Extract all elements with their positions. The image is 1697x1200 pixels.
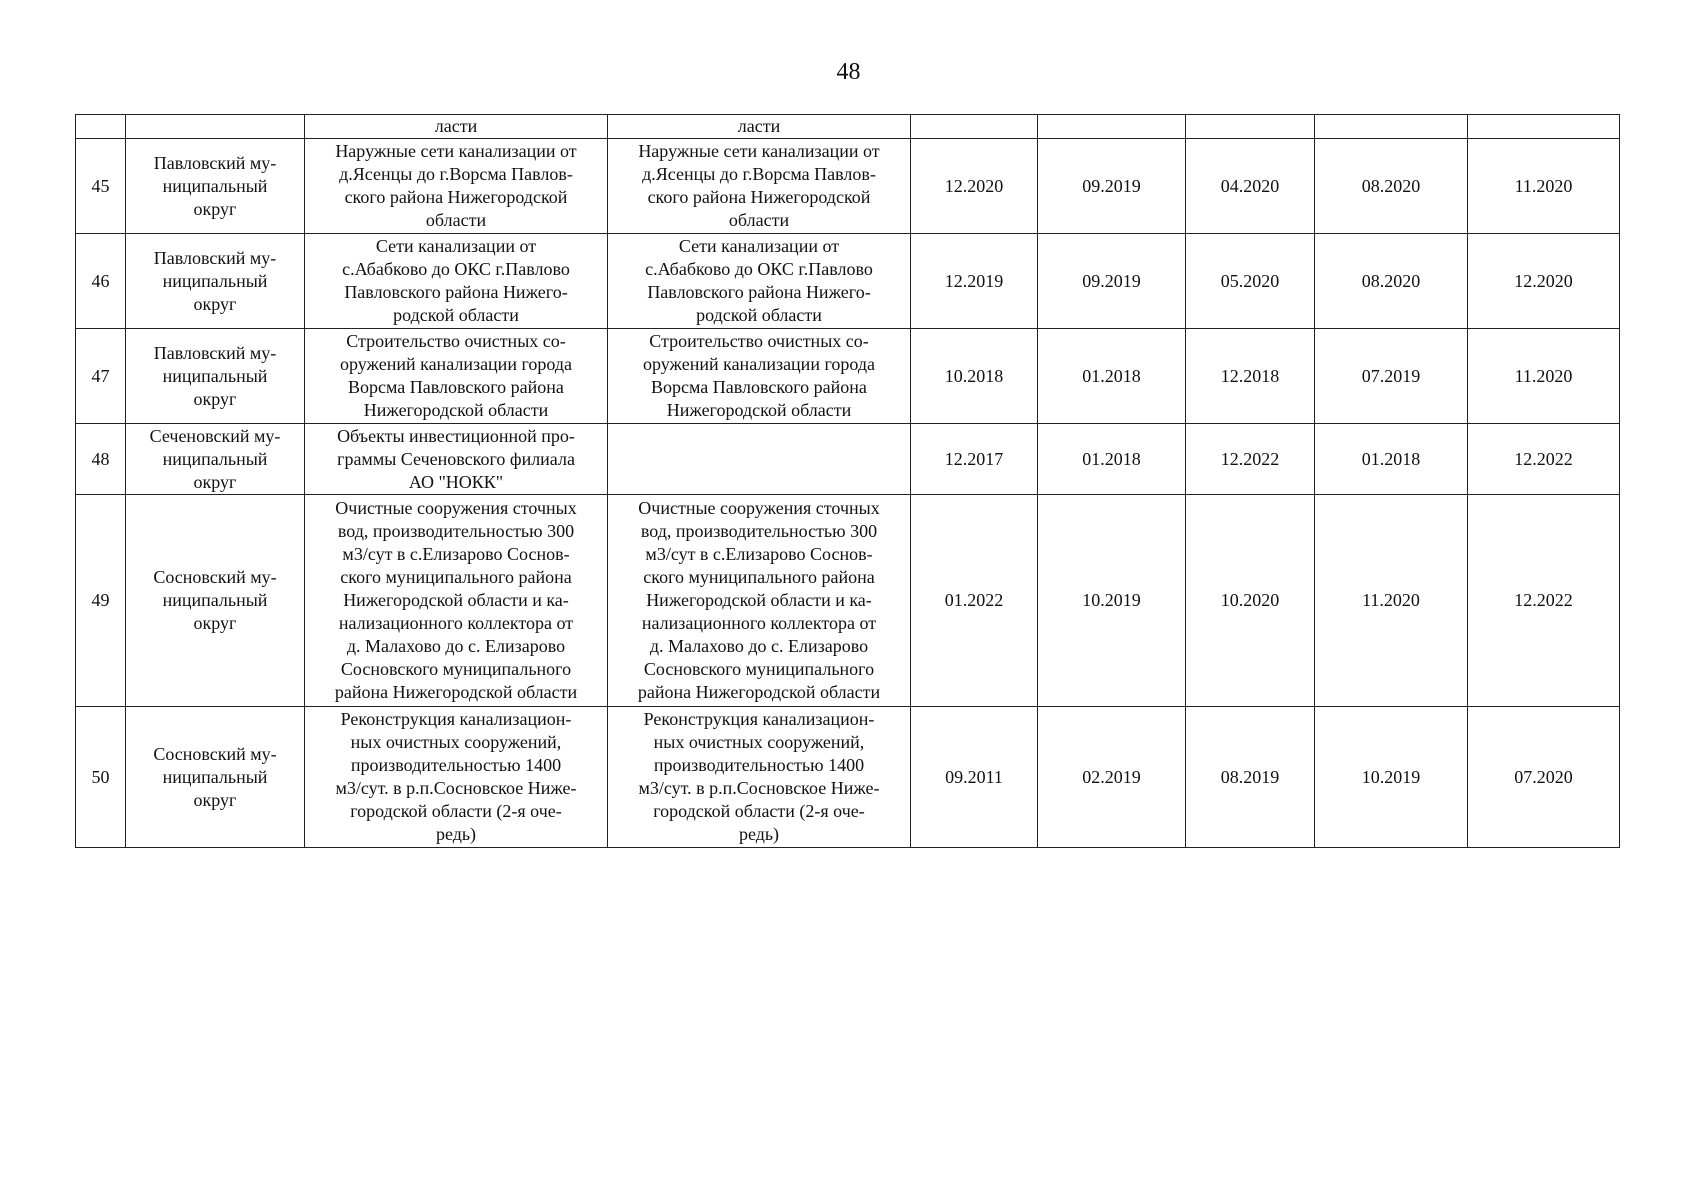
cell-date-5: 12.2022 (1468, 424, 1620, 495)
cell-no: 45 (76, 139, 126, 234)
cell-object: Реконструкция канализацион- ных очистных сооружений, производительностью 1400 м3/сут. в р.п.Сосновское Ниже- городской области (2-я оче- редь) (305, 707, 608, 848)
cell-date-2: 10.2019 (1038, 495, 1186, 707)
cell-date-1: 12.2020 (911, 139, 1038, 234)
cell-date-5: 11.2020 (1468, 139, 1620, 234)
cell-date-5 (1468, 115, 1620, 139)
cell-date-4: 07.2019 (1315, 329, 1468, 424)
cell-date-3: 04.2020 (1186, 139, 1315, 234)
cell-date-4: 08.2020 (1315, 234, 1468, 329)
cell-object-2: ласти (608, 115, 911, 139)
cell-no: 47 (76, 329, 126, 424)
cell-date-1 (911, 115, 1038, 139)
cell-date-2: 09.2019 (1038, 234, 1186, 329)
page-number: 48 (836, 59, 861, 85)
continuation-row (76, 115, 1620, 139)
cell-date-2: 01.2018 (1038, 424, 1186, 495)
cell-date-3: 12.2022 (1186, 424, 1315, 495)
cell-date-3: 12.2018 (1186, 329, 1315, 424)
cell-date-2: 09.2019 (1038, 139, 1186, 234)
investment-objects-table (75, 114, 1620, 848)
cell-object: Объекты инвестиционной про- граммы Сеченовского филиала АО "НОКК" (305, 424, 608, 495)
cell-municipality: Сосновский му- ниципальный округ (126, 495, 305, 707)
cell-object-2 (608, 424, 911, 495)
cell-object: ласти (305, 115, 608, 139)
cell-date-4 (1315, 115, 1468, 139)
cell-object: Строительство очистных со- оружений канализации города Ворсма Павловского района Нижегородской области (305, 329, 608, 424)
table-row (76, 707, 1620, 848)
cell-date-5: 12.2020 (1468, 234, 1620, 329)
cell-date-3 (1186, 115, 1315, 139)
cell-object-2: Наружные сети канализации от д.Ясенцы до г.Ворсма Павлов- ского района Нижегородской области (608, 139, 911, 234)
cell-date-5: 07.2020 (1468, 707, 1620, 848)
cell-no: 50 (76, 707, 126, 848)
table-row (76, 234, 1620, 329)
cell-no: 46 (76, 234, 126, 329)
cell-date-1: 10.2018 (911, 329, 1038, 424)
table-row (76, 329, 1620, 424)
cell-date-1: 12.2017 (911, 424, 1038, 495)
cell-object-2: Сети канализации от с.Абабково до ОКС г.Павлово Павловского района Нижего- родской области (608, 234, 911, 329)
cell-date-4: 01.2018 (1315, 424, 1468, 495)
cell-object: Очистные сооружения сточных вод, производительностью 300 м3/сут в с.Елизарово Соснов- ского муниципального района Нижегородской области и ка- нализационного коллектора от д. Малахово до с. Елизарово Сосновского муниципального района Нижегородской области (305, 495, 608, 707)
cell-municipality: Павловский му- ниципальный округ (126, 139, 305, 234)
cell-municipality: Павловский му- ниципальный округ (126, 234, 305, 329)
cell-date-4: 11.2020 (1315, 495, 1468, 707)
cell-date-3: 05.2020 (1186, 234, 1315, 329)
table-row (76, 424, 1620, 495)
cell-no (76, 115, 126, 139)
cell-date-2: 02.2019 (1038, 707, 1186, 848)
cell-date-3: 08.2019 (1186, 707, 1315, 848)
cell-municipality: Сосновский му- ниципальный округ (126, 707, 305, 848)
cell-date-1: 12.2019 (911, 234, 1038, 329)
cell-date-2 (1038, 115, 1186, 139)
cell-object-2: Очистные сооружения сточных вод, производительностью 300 м3/сут в с.Елизарово Соснов- ского муниципального района Нижегородской области и ка- нализационного коллектора от д. Малахово до с. Елизарово Сосновского муниципального района Нижегородской области (608, 495, 911, 707)
cell-date-4: 10.2019 (1315, 707, 1468, 848)
cell-object-2: Строительство очистных со- оружений канализации города Ворсма Павловского района Нижегородской области (608, 329, 911, 424)
cell-no: 48 (76, 424, 126, 495)
cell-no: 49 (76, 495, 126, 707)
cell-municipality (126, 115, 305, 139)
cell-date-2: 01.2018 (1038, 329, 1186, 424)
cell-date-5: 12.2022 (1468, 495, 1620, 707)
cell-object-2: Реконструкция канализацион- ных очистных сооружений, производительностью 1400 м3/сут. в р.п.Сосновское Ниже- городской области (2-я оче- редь) (608, 707, 911, 848)
cell-object: Сети канализации от с.Абабково до ОКС г.Павлово Павловского района Нижего- родской области (305, 234, 608, 329)
cell-date-1: 01.2022 (911, 495, 1038, 707)
table-row (76, 495, 1620, 707)
cell-date-5: 11.2020 (1468, 329, 1620, 424)
cell-municipality: Павловский му- ниципальный округ (126, 329, 305, 424)
cell-date-3: 10.2020 (1186, 495, 1315, 707)
cell-object: Наружные сети канализации от д.Ясенцы до г.Ворсма Павлов- ского района Нижегородской области (305, 139, 608, 234)
cell-municipality: Сеченовский му- ниципальный округ (126, 424, 305, 495)
cell-date-4: 08.2020 (1315, 139, 1468, 234)
table-row (76, 139, 1620, 234)
cell-date-1: 09.2011 (911, 707, 1038, 848)
